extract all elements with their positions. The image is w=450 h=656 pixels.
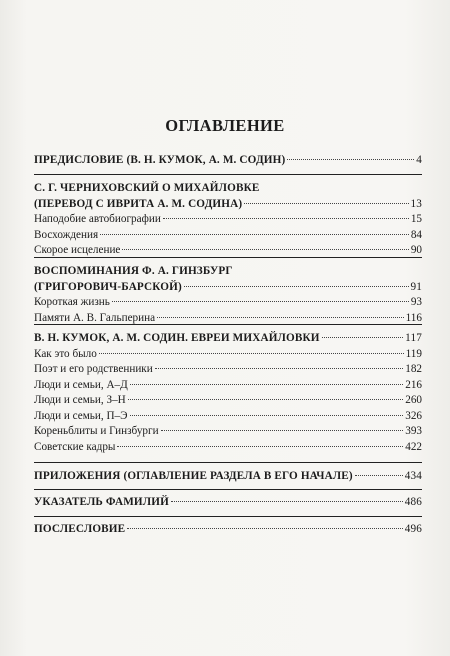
toc-entry-page: 117	[405, 332, 422, 344]
toc-entry-label: УКАЗАТЕЛЬ ФАМИЛИЙ	[34, 496, 169, 508]
toc-subentry-label: Люди и семьи, З–Н	[34, 394, 126, 406]
section-divider	[34, 174, 422, 175]
toc-section-afterword	[34, 522, 422, 538]
toc-entry-label: ПРИЛОЖЕНИЯ (ОГЛАВЛЕНИЕ РАЗДЕЛА В ЕГО НАЧАЛЕ)	[34, 470, 353, 482]
toc-entry	[34, 280, 422, 296]
toc-subentry-label: Люди и семьи, П–Э	[34, 409, 128, 422]
dot-leader	[161, 430, 404, 431]
dot-leader	[287, 159, 414, 160]
toc-subentry	[34, 393, 422, 409]
toc-entry-page: 496	[404, 523, 422, 535]
toc-subentry	[34, 347, 422, 363]
section-divider	[34, 489, 422, 490]
toc-section-preface	[34, 153, 422, 169]
toc-subentry-label: Советские кадры	[34, 440, 116, 453]
dot-leader	[117, 446, 403, 447]
dot-leader	[130, 384, 403, 385]
dot-leader	[171, 501, 403, 502]
toc-subentry	[34, 409, 422, 425]
toc-entry	[34, 153, 422, 169]
toc-subentry-page: 393	[405, 425, 422, 437]
dot-leader	[130, 415, 404, 416]
toc-subentry-label: Как это было	[34, 347, 97, 360]
dot-leader	[157, 317, 404, 318]
dot-leader	[122, 249, 408, 250]
toc-entry-page: 91	[410, 280, 422, 293]
toc-subentry	[34, 378, 422, 394]
toc-subentry-page: 119	[405, 347, 422, 360]
toc-subentry-page: 422	[405, 440, 422, 453]
toc-entry-label-line: (ГРИГОРОВИЧ-БАРСКОЙ)	[34, 280, 182, 293]
toc-subentry	[34, 228, 422, 244]
section-divider	[34, 257, 422, 258]
toc-entry	[34, 495, 422, 511]
toc-entry-page: 434	[404, 470, 422, 482]
toc-section-ginzburg	[34, 264, 422, 326]
dot-leader	[155, 368, 403, 369]
toc-subentry-page: 216	[405, 378, 422, 391]
toc-subentry-label: Поэт и его родственники	[34, 363, 153, 375]
toc-subentry	[34, 362, 422, 378]
toc-entry-page: 13	[410, 197, 422, 210]
toc-subentry	[34, 212, 422, 228]
toc-entry-label: В. Н. КУМОК, А. М. СОДИН. ЕВРЕИ МИХАЙЛОВКИ	[34, 332, 320, 344]
section-divider	[34, 516, 422, 517]
toc-entry	[34, 331, 422, 347]
toc-entry-label: ПОСЛЕСЛОВИЕ	[34, 523, 126, 535]
toc-subentry-label: Памяти А. В. Гальперина	[34, 311, 156, 324]
toc-entry	[34, 469, 422, 485]
toc-entry-label-line: С. Г. ЧЕРНИХОВСКИЙ О МИХАЙЛОВКЕ	[34, 182, 260, 194]
dot-leader	[184, 286, 409, 287]
dot-leader	[322, 337, 404, 338]
dot-leader	[355, 475, 403, 476]
dot-leader	[244, 203, 408, 204]
toc-entry	[34, 197, 422, 213]
dot-leader	[163, 218, 409, 219]
dot-leader	[128, 399, 403, 400]
toc-subentry-label: Наподобие автобиографии	[34, 213, 161, 225]
toc-subentry-page: 116	[405, 311, 422, 324]
toc-entry-label: ПРЕДИСЛОВИЕ (В. Н. КУМОК, А. М. СОДИН)	[34, 154, 286, 166]
dot-leader	[127, 528, 403, 529]
toc-subentry-page: 90	[410, 244, 422, 256]
toc-entry	[34, 522, 422, 538]
dot-leader	[100, 234, 409, 235]
toc-subentry-page: 84	[410, 228, 422, 241]
toc-section-appendices	[34, 469, 422, 485]
toc-subentry-page: 260	[405, 394, 422, 406]
toc-subentry-label: Скорое исцеление	[34, 244, 121, 256]
toc-subentry	[34, 440, 422, 456]
toc-subentry	[34, 295, 422, 311]
toc-section-mikhailovka-jews	[34, 331, 422, 455]
toc-entry-page: 4	[416, 154, 422, 166]
section-divider	[34, 462, 422, 463]
toc-subentry-page: 93	[410, 296, 422, 308]
toc-section-index	[34, 495, 422, 511]
toc-subentry-label: Восхождения	[34, 228, 99, 241]
toc-subentry	[34, 424, 422, 440]
toc-entry-page: 486	[404, 496, 422, 508]
toc-subentry-page: 326	[405, 409, 422, 422]
toc-entry-label-line: (ПЕРЕВОД С ИВРИТА А. М. СОДИНА)	[34, 197, 243, 210]
toc-subentry-label: Короткая жизнь	[34, 296, 110, 308]
dot-leader	[112, 301, 409, 302]
section-divider	[34, 324, 422, 325]
toc-entry-label-line: ВОСПОМИНАНИЯ Ф. А. ГИНЗБУРГ	[34, 265, 233, 277]
toc-title: ОГЛАВЛЕНИЕ	[165, 116, 285, 135]
toc-subentry-page: 15	[410, 213, 422, 225]
toc-subentry-label: Кореньблиты и Гинзбурги	[34, 425, 159, 437]
toc-section-chernikhovsky	[34, 181, 422, 259]
toc-subentry-page: 182	[405, 363, 422, 375]
dot-leader	[99, 353, 404, 354]
toc-subentry-label: Люди и семьи, А–Д	[34, 378, 128, 391]
